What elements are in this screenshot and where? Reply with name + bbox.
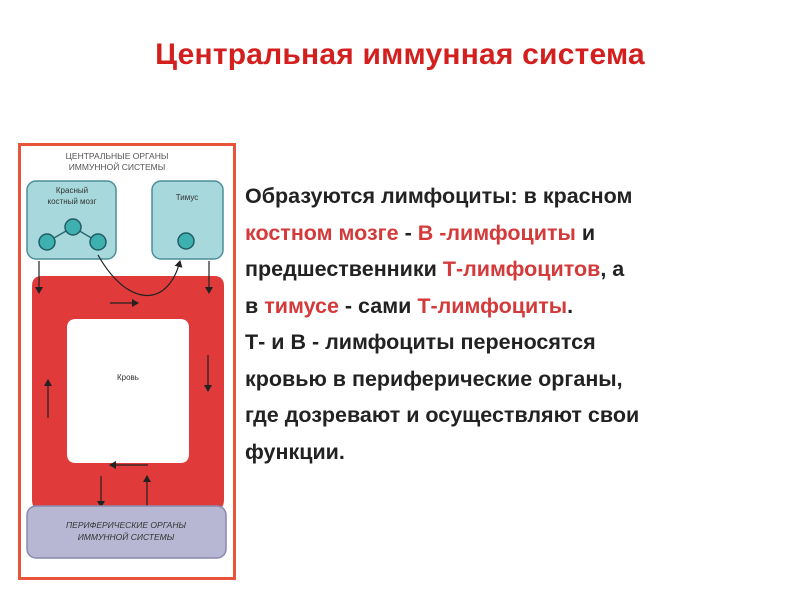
text-line: [245, 288, 790, 325]
text-segment: функции.: [245, 439, 345, 464]
cell-icon: [90, 234, 106, 250]
text-line: [245, 397, 790, 434]
text-line: [245, 215, 790, 252]
text-line: [245, 251, 790, 288]
text-segment: и: [575, 220, 596, 245]
bone-marrow-label-line2: костный мозг: [47, 197, 97, 206]
text-line: [245, 324, 790, 361]
text-segment: предшественники: [245, 257, 443, 281]
thymus-label: Тимус: [175, 193, 199, 202]
text-segment: кровью в периферические органы,: [245, 366, 623, 391]
highlight-t-lymphocytes: Т-лимфоциты: [417, 293, 568, 318]
highlight-t-lymphocytes: Т-лимфоцитов: [442, 257, 601, 281]
text-segment: Образуются лимфоциты: в красном: [245, 184, 633, 208]
slide-title: Центральная иммунная система: [155, 38, 645, 71]
cell-icon: [178, 233, 194, 249]
text-line: [245, 178, 790, 215]
cell-icon: [65, 219, 81, 235]
central-organs-header-line1: ЦЕНТРАЛЬНЫЕ ОРГАНЫ: [65, 151, 169, 161]
immune-system-diagram: [18, 143, 236, 580]
central-organs-header-line2: ИММУННОЙ СИСТЕМЫ: [68, 162, 166, 172]
highlight-bone-marrow: костном мозге: [245, 220, 399, 245]
text-segment: -: [398, 220, 418, 245]
text-segment: .: [567, 293, 574, 318]
text-segment: - сами: [338, 293, 418, 318]
text-line: [245, 434, 790, 471]
description-text: [245, 178, 790, 470]
highlight-b-lymphocytes: B -лимфоциты: [417, 220, 576, 245]
peripheral-label-line2: ИММУННОЙ СИСТЕМЫ: [77, 532, 175, 542]
highlight-thymus: тимусе: [264, 293, 339, 318]
text-segment: в: [245, 293, 265, 318]
cell-icon: [39, 234, 55, 250]
text-segment: где дозревают и осуществляют свои: [245, 403, 640, 427]
text-segment: , а: [600, 257, 625, 281]
text-line: [245, 361, 790, 398]
bone-marrow-label-line1: Красный: [55, 186, 89, 195]
text-segment: Т- и В - лимфоциты переносятся: [245, 330, 596, 354]
peripheral-label-line1: ПЕРИФЕРИЧЕСКИЕ ОРГАНЫ: [66, 520, 186, 530]
blood-label: Кровь: [117, 373, 139, 382]
